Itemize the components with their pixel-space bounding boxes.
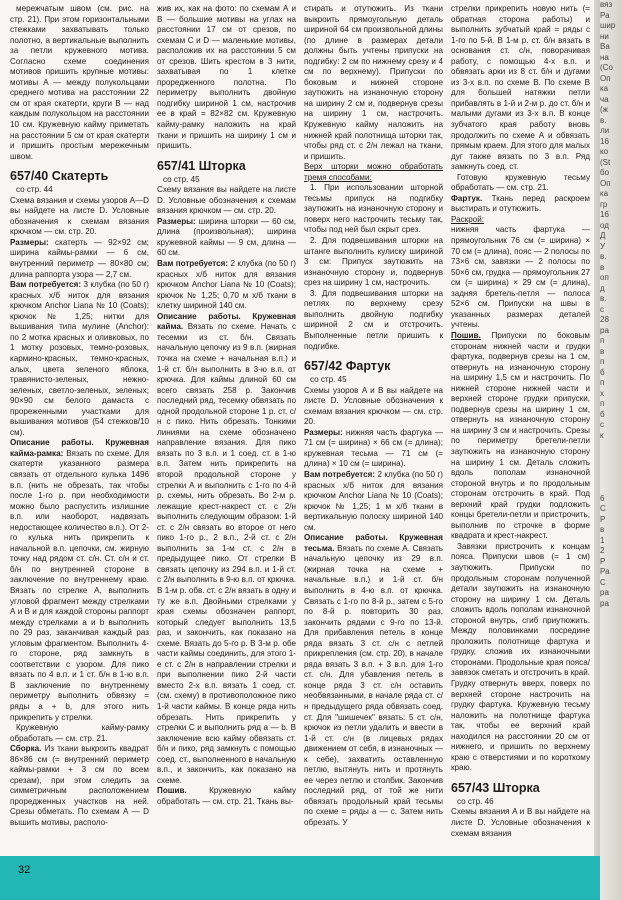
edge-fragment: С xyxy=(600,504,606,513)
edge-fragment: 16 xyxy=(600,210,609,219)
edge-fragment xyxy=(600,483,622,494)
edge-fragment: в xyxy=(600,346,605,356)
edge-fragment: ка xyxy=(600,189,609,198)
page-reference: со стр. 45 xyxy=(163,174,200,184)
edge-fragment: Оп xyxy=(600,73,611,83)
edge-fragment: (St xyxy=(600,157,611,167)
sizes-label: Размеры: xyxy=(10,237,49,247)
edge-fragment xyxy=(600,462,622,473)
edge-fragment: на xyxy=(600,52,609,62)
work-text: Вязать по схеме. Начать с тесемки из ст. б/н. Связать начальную цепочку из 9 в.п. (жирная точка на схеме + начальная в.п.) и 1-й ст. б/н выполнить в 3-ю в.п. от крючка. Для каймы длиной 60 см всего связать 258 р. Закончив последний ряд, тесемку обвязать по одной продольной стороне 1 р. ст. с/н с пико. Нить обрезать. Тонкими линиями на схеме обозначено направление вязания. Для пико вязать по 3 в.п. и 1 соед. ст. в 1-ю в.п. Затем нить прикрепить на второй продольной стороне у стрелки А и выполнить с 1-го по 4-й р. схемы, нить обрезать. Во 2-м р. лежащие крест-накрест ст. с 2/н выполнить следующим образом: 1-й ст. с 2/н связать во второе от него пико 1-го р., 2 в.п., 2-й ст. с 2/н выполнить за 1-м ст. с 2/н в предыдущее пико. От стрелки В связать цепочку из 294 в.п. и 1-й ст. с 2/н выполнить в 9-ю в.п. от крючка. В 1-м р. обв. ст. с 2/н вязать в одну и ту же в.п. Двойными стрелками у края схемы обозначен раппорт, который следует выполнить 13,5 раз, и закончить, как показано на схеме. Вязать до 5-го р. В 3-м р. обе части каймы соединить, для этого 1-е ст. с 2/н в направлении стрелки и при выполнении пико 2-й части вместо 2-х в.п. вязать 1 соед. ст. (см. схему) в противоположное пико 1-й части каймы. В конце ряда нить обрезать. Нить прикрепить у стрелки С и выполнить ряд а — b. В заключение всю кайму обвязать ст. б/н и пико, ряд замкнуть с помощью соед. ст., выполненного в начальную в.п., и закончить, как показано на схеме. xyxy=(157,322,296,785)
page-reference: со стр. 44 xyxy=(16,185,53,195)
edge-fragment: (Co xyxy=(600,63,613,72)
next-page-edge xyxy=(600,0,622,900)
sizes-text: ширина шторки — 60 см, длина (произвольная); ширина кружевной каймы — 9 см, длина — 60 см. xyxy=(157,216,296,258)
column-3 xyxy=(304,4,443,854)
edge-fragment: оп xyxy=(600,273,609,282)
edge-fragment: Р xyxy=(600,514,606,524)
materials-paragraph xyxy=(157,259,296,312)
edge-fragment: б xyxy=(600,367,605,377)
sizes-paragraph xyxy=(157,217,296,259)
edge-fragment: Оп xyxy=(600,178,611,188)
work-text: Вязать по схеме. Для скатерти указанного размера связать от отдельного кулька 1496 в.п. (нить не обрезать, так чтобы после 1-го р. при необходимости можно было распустить излишние в.п. или наоборот, надвязать недостающее количество в.п.). От 2-го кулька нить прикрепить к начальной в.п. цепочки, см. жирную точку над рядом ст. с/н. Ст. с/н и ст. б/н по внутренней стороне в заключение по внутреннему краю. Вязать по стрелке А, выполнить угловой фрагмент между стрелками А и В и для каждой стороны раппорт между стрелками a и b выполнить по 29 раз, заканчивая каждый раз угловым фрагментом. Выполнить 4-го стороне, ряд замкнуть в соответствии с узором. Для пико вязать по 4 в.п. и 1 ст. б/н в 1-ю в.п. В заключение по внутреннему периметру выполнить обвязку = ряды a + b, для этого нить прикрепить у стрелки. xyxy=(10,448,149,722)
work-label: Описание работы. Кружевная кайма-рамка: xyxy=(10,438,149,458)
col2-intro: жив их, как на фото: по схемам А и В — большие мотивы на углах на расстоянии 17 см от срезов, по схемам С и D — маленькие мотивы, расположив их на расстоянии 5 см от срезов. Шить крестом в 3 нити, захватывая по 1 клетке проредженного полотна. По периметру выполнить двойную подгибку шириной 1 см, настрочив ее в край = 82×82 см. Кружевную кайму-рамку наложить на край ткани и пришить на ширину 1 см и пришить. xyxy=(157,4,296,151)
sewing-paragraph xyxy=(451,331,590,542)
edge-fragment: бо xyxy=(600,168,610,177)
sewing-text: Кружевную кайму обработать — см. стр. 21. Ткань вы- xyxy=(157,786,296,806)
edge-fragment: д xyxy=(600,283,605,293)
materials-text: 3 клубка (по 50 г) красных х/б ниток для вязания крючком Anchor Liana № 10 (Coats); крючок № 1,25; нитки для вышивания типа мулине (Anchor): по 2 мотка красных и оливковых, по 1 мотку розовых, темно-розовых, кармино-красных, темно-красных, алых, цвета зеленого яблока, травянисто-зеленых, нежно-зеленых, светло-зеленых, зеленых; 90×90 см белого дамаста с прореженными участками для вышивания мотивов (54 стежков/10 см). xyxy=(10,280,149,437)
sizes-paragraph xyxy=(304,428,443,470)
edge-fragment: Ра xyxy=(600,10,610,20)
apron-label: Фартук. xyxy=(451,193,483,203)
page-reference: со стр. 46 xyxy=(457,796,494,806)
work-label: Описание работы. Кружевная кайма. xyxy=(157,311,296,332)
edge-fragment: в xyxy=(600,262,605,272)
edge-fragment: п xyxy=(600,378,605,387)
edge-fragment: п xyxy=(600,336,605,345)
schemes-note: Схема вязания и схемы узоров A—D вы найдете на листе D. Условные обозначения к схемам вязания крючком — см. стр. 20. xyxy=(10,195,149,237)
edge-fragment: с xyxy=(600,420,604,429)
sewing-text: Припуски по боковым сторонам нижней части и грудки фартука, подвернув срезы на 1 см, отвернуть на изнаночную сторону на ширину 1,5 см и настрочить. По нижней стороне нижней части и верхней стороне грудки припуски, подвернув срезы на ширину 1 см, отвернуть на изнаночную сторону на ширину 3 см и настрочить. Срезы по периметру бретели-петли заутюжить на изнаночную сторону на ширину 1 см. Деталь сложить вдоль пополам изнаночной стороной внутрь и по продольным сторонам отстрочить в край. Под верхний край грудки подложить концы бретели-петли и пристрочить, выполнив по строчке в форме квадрата и крест-накрест. xyxy=(451,330,590,541)
edge-fragment xyxy=(600,441,622,452)
materials-label: Вам потребуется: xyxy=(304,469,376,479)
col4-intro: стрелки прикрепить новую нить (= обратная сторона работы) и выполнить зубчатый край = ряды с 1-го по 5-й. В 1-м р. ст. б/н вязать в основания ст. с/н, поворачивая работу, с помощью 4-х в.п. и обвязать арки из 8 ст. б/н и дугами из 3-х в.п. по схеме В. По схеме В для большей натяжки петли прибавлять в 1-й и 2-м р. до ст. б/н и малыми дугами из 3-х в.п. В конце зубчатого края работу вновь продолжить по схеме А и обвязать прямым краем. Для этого для малых дуг также вязать по 3 в.п. Ряд замкнуть соед. ст. xyxy=(451,4,590,172)
edge-fragment: С xyxy=(600,577,606,587)
materials-paragraph xyxy=(10,280,149,438)
edge-fragment: х xyxy=(600,388,604,398)
edge-fragment: ли xyxy=(600,126,610,135)
section-title-apron: 657/42 Фартук xyxy=(304,359,391,374)
edge-fragment: шир xyxy=(600,21,616,30)
edge-fragment xyxy=(600,473,622,484)
section-title-curtain: 657/41 Шторка xyxy=(157,158,246,173)
edge-fragment: Р xyxy=(600,556,606,566)
edge-fragment: ка xyxy=(600,84,609,93)
tape-note: Готовую кружевную тесьму обработать — см. стр. 21. xyxy=(451,172,590,193)
edge-fragment: 6 xyxy=(600,493,605,503)
section-title-curtain-2: 657/43 Шторка xyxy=(451,780,540,795)
work-text: Вязать по схеме A. Связать начальную цепочку из 29 в.п. (жирная точка на схеме + начальные в.п.) и 1-й ст. б/н выполнить в 4-ю в.п. от крючка. Связать с 1-го по 8-й р., затем с 5-го по 8-й р. повторить 30 раз, закончить рядами с 9-го по 13-й. Для прибавления петель в конце ряда вязать 3 ст. с/н с петлей прикрепления (см. стр. 20), в начале ряда вязать 3 в.п. + 3 в.п. для 1-го ст. с/н. Для убавления петель в конце ряда 3 ст. с/н оставить необвязанными, в начале ряда ст. с/н предыдущего ряда обвязать соед. ст. Для "шишечек" вязать: 5 ст. с/н, крючок из петли удалить и ввести в 1-й ст. с/н (в лицевых рядах движением от себя, в изнаночных — к себе), захватить оставленную петлю, вытянуть нить и протянуть ее через петлю и столбик. Закончив последний ряд, от той же нити обвязать продольный край тесьмы по схеме = ряды а — c. Затем нить обрезать. У xyxy=(304,543,443,828)
option-2: 2. Для подвешивания шторки на штанге выполнить кулиску шириной 3 см: Припуск заутюжить на изнаночную сторону и, подвернув срез на ширину 1 см, настрочить. xyxy=(304,236,443,288)
sizes-paragraph xyxy=(10,238,149,280)
materials-label: Вам потребуется: xyxy=(157,259,229,269)
page-reference: со стр. 45 xyxy=(310,375,347,385)
edge-fragment: 1 xyxy=(600,535,605,545)
schemes-note: Схемы узоров A и B вы найдете на листе D. Условные обозначения к схемам вязания крючком — см. стр. 20. xyxy=(304,385,443,427)
edge-fragment: У xyxy=(600,241,606,251)
edge-fragment: Ва xyxy=(600,42,610,51)
edge-fragment: ра xyxy=(600,588,609,597)
option-1: 1. При использовании шторной тесьмы припуск на подгибку заутюжить на изнаночную сторону и поверх него настрочить тесьму так, чтобы под ней был скрыт срез. xyxy=(304,183,443,235)
edge-fragment xyxy=(600,452,622,463)
edge-fragment: 28 xyxy=(600,315,609,324)
sizes-text: скатерть — 92×92 см; ширина каймы-рамки — 6 см, внутренний периметр — 80×80 см; длина раппорта узора — 2,7 см. xyxy=(10,237,149,279)
edge-fragment: Д xyxy=(600,231,606,240)
edge-fragment: п xyxy=(600,399,605,408)
column-1 xyxy=(10,4,149,854)
edge-fragment: ни xyxy=(600,31,609,41)
options-title: Верх шторки можно обработать тремя способами: xyxy=(304,162,443,182)
work-paragraph xyxy=(10,438,149,723)
work-paragraph xyxy=(304,533,443,828)
edge-fragment: б xyxy=(600,409,605,419)
edge-fragment: вяз xyxy=(600,0,613,9)
col1-intro: мережчатым швом (см. рис. на стр. 21). При этом горизонтальными стежками захватывать только полотно, а вертикальные выполнить за петли кружевного мотива. Согласно схеме соединения мотивов пришить крупные мотивы: мотивы A — между полукольцами среднего мотива на расстоянии 22 см от края скатерти, круги B — над каждым полукольцом на расстоянии 10 см. Кружевную кайму приметать на расстоянии 5 см от края скатерти и пришить простым мережечным швом. xyxy=(10,4,149,161)
edge-fragment: в xyxy=(600,525,605,534)
edge-fragment: в. xyxy=(600,252,607,261)
ties-paragraph: Завязки пристрочить к концам пояса. Припуски швов (= 1 см) заутюжить. Припуски по продольным сторонам полученной детали заутюжить на изнаночную сторону на ширину 1 см. Деталь сложить вдоль пополам изнаночной стороной внутрь, сгиб приутюжить. Между половинками посредине проложить полотнище фартука и грудку, сложив их изнаночными сторонами. Продольные края пояса/завязок сметать и отстрочить в край. Грудку отвернуть вверх, поверх по верхней стороне настрочить на грудку фартука. Кружевную тесьму наложить на полотнище фартука так, чтобы ее верхний край находился на расстоянии 20 см от нижнего, и пришить по верхнему краю с отверстиями и по короткому краю. xyxy=(451,541,590,773)
edge-fragment: од xyxy=(600,220,609,230)
edge-fragment: 2 xyxy=(600,546,605,555)
work-paragraph xyxy=(157,312,296,787)
assembly-paragraph xyxy=(10,744,149,828)
option-3: 3. Для подвешивания шторки на петлях по верхнему срезу выполнить двойную подгибку шириной 2 см и отстрочить. Выполненные петли пришить к подгибке. xyxy=(304,288,443,351)
edge-fragment: к xyxy=(600,430,604,440)
edge-fragment: в. xyxy=(600,294,607,303)
edge-fragment: (ж xyxy=(600,105,609,114)
edge-fragment: гр xyxy=(600,199,608,209)
work-paragraph-2: Кружевную кайму-рамку обработать — см. стр. 21. xyxy=(10,723,149,743)
col3-intro: стирать и отутюжить. Из ткани выкроить прямоугольную деталь шириной 64 см произвольной длины (по длине в размерах детали должны быть учтены припуски на подгибку: 2 см по нижнему срезу и 4 см по верхнему). Припуски по боковым и нижней стороне заутюжить на изнаночную сторону на ширину 2 см и, подвернув срезы на ширину 1 см, настрочить. Кружевную кайму наложить на нижней край полотнища шторки так, чтобы ряд ст. с 2/н лежал на ткани, и пришить. xyxy=(304,4,443,161)
edge-fragment: в. xyxy=(600,115,607,125)
assembly-text: Из ткани выкроить квадрат 86×86 см (= внутренний периметр каймы-рамки + 3 см по всем срезам), при этом следить за симметричным расположением проредженных участков на ней. Срезы обметать. По схемам А — D вышить мотивы, располо- xyxy=(10,744,149,828)
section-title-tablecloth: 657/40 Скатерть xyxy=(10,169,109,184)
schemes-note: Схемы вязания A и B вы найдете на листе D. Условные обозначения к схемам вязания xyxy=(451,807,590,838)
materials-label: Вам потребуется: xyxy=(10,280,82,290)
edge-fragment: ра xyxy=(600,598,609,608)
edge-fragment: 16 xyxy=(600,136,609,146)
footer-band xyxy=(0,856,600,900)
cut-text: нижняя часть фартука — прямоугольник 76 см (= ширина) × 70 см (= длина), пояс — 2 полосы по 73×6 см, завязки — 2 полосы по 50×6 см, грудка — прямоугольник 27 см (= ширина) × 29 см (= длина), задняя бретель-петля — полоса 52×6 см. Припуски на швы в указанных размерах деталей учтены. xyxy=(451,225,590,330)
materials-text: 2 клубка (по 50 г) красных х/б ниток для вязания крючком Anchor Liana № 10 (Coats); крючок № 1,25; 1 м х/б ткани в вертикальную полоску шириной 140 см. xyxy=(304,469,443,532)
edge-fragment: с xyxy=(600,304,604,314)
edge-fragment: ра xyxy=(600,325,609,335)
edge-fragment: Ра xyxy=(600,567,610,576)
materials-paragraph xyxy=(304,470,443,533)
sewing-paragraph xyxy=(157,786,296,807)
apron-text: Ткань перед раскроем выстирать и отутюжить. xyxy=(451,193,590,214)
materials-text: 2 клубка (по 50 г) красных х/б ниток для вязания крючком Anchor Liana № 10 (Coats); крючок № 1,25; 0,70 м х/б ткани в клетку шириной 140 см. xyxy=(157,259,296,311)
sewing-label: Пошив. xyxy=(451,330,481,340)
schemes-note: Схему вязания вы найдете на листе D. Условные обозначения к схемам вязания крючком — см. стр. 20. xyxy=(157,185,296,216)
sizes-label: Размеры: xyxy=(157,216,196,226)
sizes-label: Размеры: xyxy=(304,427,343,437)
column-4 xyxy=(451,4,590,854)
work-label: Описание работы. Кружевная тесьма. xyxy=(304,533,443,553)
cut-label: Раскрой: xyxy=(451,214,484,224)
edge-fragment: ча xyxy=(600,94,609,104)
sewing-label: Пошив. xyxy=(157,786,187,796)
edge-fragment: ко xyxy=(600,147,609,156)
assembly-label: Сборка. xyxy=(10,744,42,754)
page-number: 32 xyxy=(18,864,31,876)
edge-fragment: п xyxy=(600,357,605,366)
apron-paragraph xyxy=(451,194,590,215)
sizes-text: нижняя часть фартука — 71 см (= ширина) × 66 см (= длина); кружевная тесьма — 71 см (= длина) × 10 см (= ширина). xyxy=(304,427,443,469)
text-columns xyxy=(10,4,590,854)
column-2 xyxy=(157,4,296,854)
